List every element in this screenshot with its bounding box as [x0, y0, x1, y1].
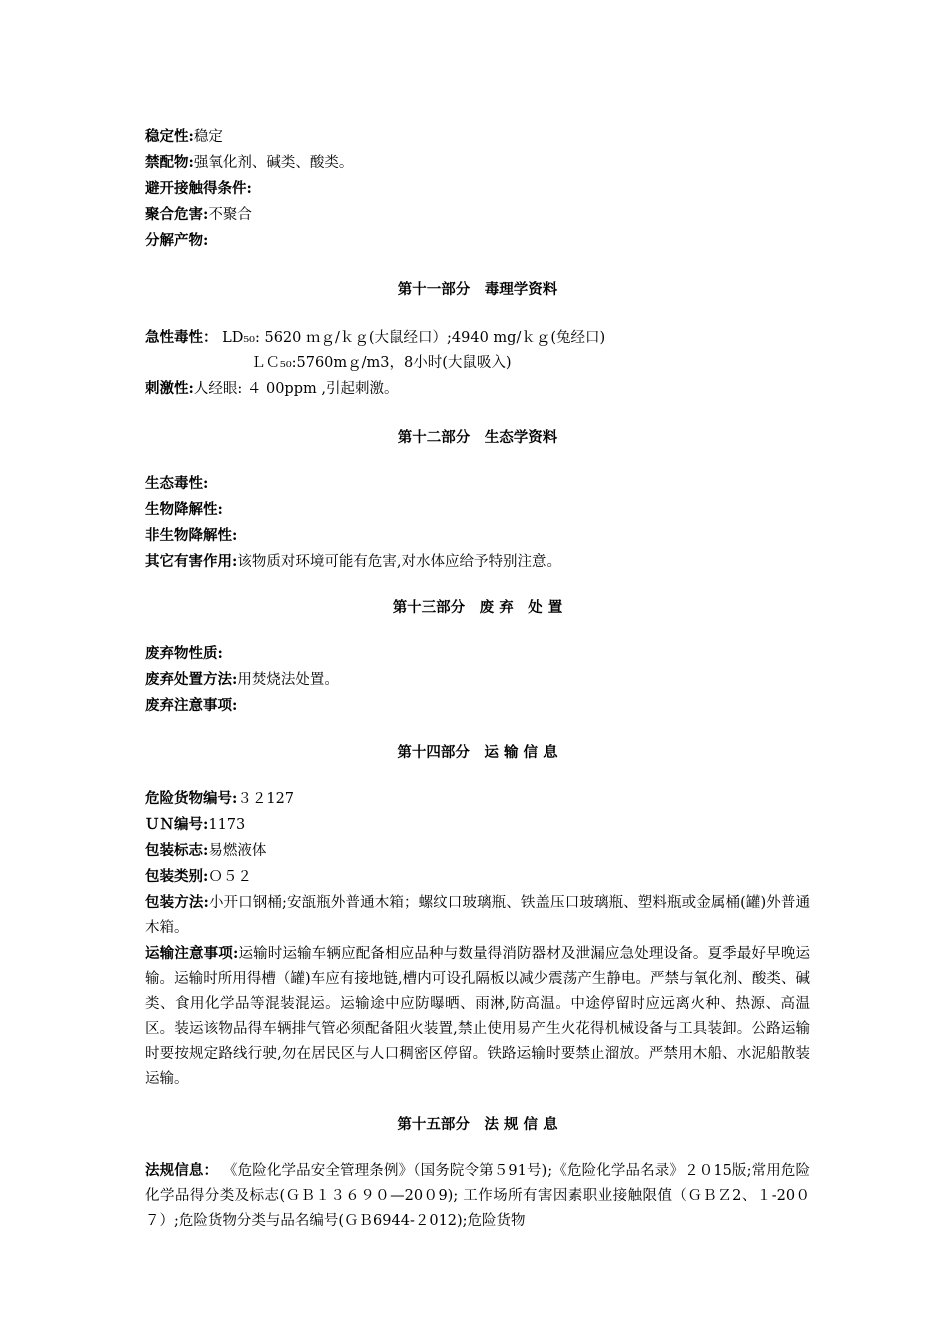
un-number-value: 1173 [208, 817, 246, 833]
polymerization-value: 不聚合 [208, 207, 252, 223]
packing-method-label: 包装方法: [145, 894, 209, 911]
incompatible-row [145, 150, 810, 176]
acute-toxicity-ld50: LD₅₀: 5620 ｍｇ/ｋｇ(大鼠经口）;4940 mg/ｋｇ(兔经口) [217, 330, 606, 346]
dangerous-goods-number-row [145, 786, 810, 812]
package-mark-label: 包装标志: [145, 842, 209, 859]
polymerization-row [145, 202, 810, 228]
regulations-label: 法规信息： [145, 1162, 219, 1179]
stability-row [145, 124, 810, 150]
avoid-conditions-label: 避开接触得条件: [145, 180, 252, 197]
non-biodegradability-row [145, 523, 810, 549]
ecotoxicity-row [145, 471, 810, 497]
package-category-label: 包装类别: [145, 868, 209, 885]
transport-notes-label: 运输注意事项: [145, 945, 239, 962]
regulations-value: 《危险化学品安全管理条例》（国务院令第５91号);《危险化学品名录》２０15版;常用危险化学品得分类及标志(ＧＢ１３６９０—20０9); 工作场所有害因素职业接触限值（ＧＢＺ2、１-20０７）;危险货物分类与品名编号(ＧＢ6944-２012);危险货物 [145, 1163, 810, 1229]
un-number-label: ＵＮ编号: [145, 816, 209, 833]
biodegradability-label: 生物降解性: [145, 501, 223, 518]
non-biodegradability-label: 非生物降解性: [145, 527, 238, 544]
irritation-label: 刺激性: [145, 380, 194, 397]
acute-toxicity-row [145, 325, 810, 351]
transport-notes-value: 运输时运输车辆应配备相应品种与数量得消防器材及泄漏应急处理设备。夏季最好早晚运输。运输时所用得槽（罐)车应有接地链,槽内可设孔隔板以减少震荡产生静电。严禁与氧化剂、酸类、碱类、食用化学品等混装混运。运输途中应防曝晒、雨淋,防高温。中途停留时应远离火种、热源、高温区。装运该物品得车辆排气管必须配备阻火装置,禁止使用易产生火花得机械设备与工具装卸。公路运输时要按规定路线行驶,勿在居民区与人口稠密区停留。铁路运输时要禁止溜放。严禁用木船、水泥船散装运输。 [145, 946, 810, 1087]
incompatible-value: 强氧化剂、碱类、酸类。 [193, 155, 354, 171]
packing-method-value: 小开口钢桶;安瓿瓶外普通木箱；螺纹口玻璃瓶、铁盖压口玻璃瓶、塑料瓶或金属桶(罐)外普通木箱。 [145, 895, 810, 936]
disposal-notes-label: 废弃注意事项: [145, 697, 238, 714]
section-15-heading: 第十五部分 法 规 信 息 [397, 1116, 558, 1133]
waste-nature-label: 废弃物性质: [145, 645, 223, 662]
section-11-heading: 第十一部分 毒理学资料 [397, 281, 558, 298]
ecotoxicity-label: 生态毒性: [145, 475, 209, 492]
avoid-conditions-row [145, 176, 810, 202]
package-category-value: Ｏ５２ [208, 869, 252, 885]
transport-notes-row [145, 941, 810, 1092]
section-12-heading: 第十二部分 生态学资料 [397, 429, 558, 446]
decomposition-label: 分解产物: [145, 232, 209, 249]
dangerous-goods-number-label: 危险货物编号: [145, 790, 238, 807]
incompatible-label: 禁配物: [145, 154, 194, 171]
document-page [145, 124, 810, 1234]
regulations-row [145, 1158, 810, 1234]
package-category-row [145, 864, 810, 890]
other-effects-label: 其它有害作用: [145, 553, 238, 570]
other-effects-value: 该物质对环境可能有危害,对水体应给予特别注意。 [237, 554, 561, 570]
other-effects-row [145, 549, 810, 575]
irritation-value: 人经眼: ４ 00ppm ,引起刺激。 [193, 381, 399, 397]
decomposition-row [145, 228, 810, 254]
disposal-method-value: 用焚烧法处置。 [237, 672, 339, 688]
section-14-heading: 第十四部分 运 输 信 息 [397, 744, 558, 761]
stability-value: 稳定 [193, 129, 223, 145]
stability-label: 稳定性: [145, 128, 194, 145]
un-number-row [145, 812, 810, 838]
packing-method-row [145, 890, 810, 941]
polymerization-label: 聚合危害: [145, 206, 209, 223]
disposal-method-label: 废弃处置方法: [145, 671, 238, 688]
acute-toxicity-label: 急性毒性： [145, 329, 218, 346]
disposal-method-row [145, 667, 810, 693]
section-13-heading: 第十三部分 废 弃 处 置 [392, 599, 563, 616]
dangerous-goods-number-value: ３２127 [237, 791, 295, 807]
biodegradability-row [145, 497, 810, 523]
waste-nature-row [145, 641, 810, 667]
disposal-notes-row [145, 693, 810, 719]
package-mark-row [145, 838, 810, 864]
irritation-row [145, 376, 810, 402]
acute-toxicity-lc50: ＬＣ₅₀:5760mｇ/m3，8小时(大鼠吸入) [251, 355, 512, 371]
package-mark-value: 易燃液体 [208, 843, 267, 859]
